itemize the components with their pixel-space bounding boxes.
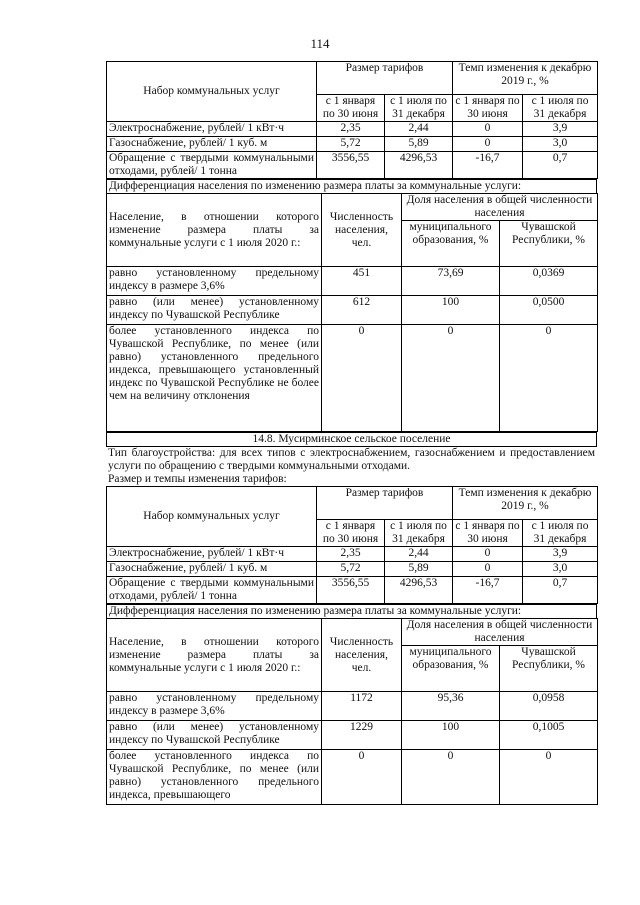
table-row xyxy=(107,692,598,721)
population-header: Население, в отношении которого изменение размера платы за коммунальные услуги с 1 июля 2020 г.: xyxy=(107,619,322,692)
tariff-value: 0 xyxy=(453,547,523,562)
tariff-value: 3,0 xyxy=(523,562,598,577)
diff-republic: 0,0500 xyxy=(500,296,598,325)
diff-count: 451 xyxy=(322,267,402,296)
col-jan2-header: с 1 января по 30 июня xyxy=(453,520,523,547)
share-header: Доля населения в общей численности населения xyxy=(402,619,598,646)
table-row xyxy=(107,267,598,296)
diff-municipal: 73,69 xyxy=(402,267,500,296)
diff-municipal: 0 xyxy=(402,325,500,432)
tariff-name: Газоснабжение, рублей/ 1 куб. м xyxy=(107,562,317,577)
diff-label: равно (или менее) установленному индексу по Чувашской Республике xyxy=(107,296,322,325)
republic-header: Чувашской Республики, % xyxy=(500,221,598,267)
tariff-value: 5,89 xyxy=(385,562,453,577)
population-header: Население, в отношении которого изменение размера платы за коммунальные услуги с 1 июля 2020 г.: xyxy=(107,194,322,267)
col-jan2-header: с 1 января по 30 июня xyxy=(453,95,523,122)
tariff-value: 2,35 xyxy=(317,547,385,562)
tariff-name: Обращение с твердыми коммунальными отходами, рублей/ 1 тонна xyxy=(107,152,317,179)
tariff-value: 0,7 xyxy=(523,577,598,604)
col-jan-header: с 1 января по 30 июня xyxy=(317,520,385,547)
change-rate-header: Темп изменения к декабрю 2019 г., % xyxy=(453,62,598,95)
tariff-value: 5,72 xyxy=(317,562,385,577)
section-title: 14.8. Мусирминское сельское поселение xyxy=(106,432,597,446)
tariff-value: 2,44 xyxy=(385,547,453,562)
diff-label: более установленного индекса по Чувашской Республике, по менее (или равно) установленного предельного индекса, превышающего установленный индекс по Чувашской Республике не более чем на величину отклонения xyxy=(107,325,322,432)
diff-title-2: Дифференциация населения по изменению размера платы за коммунальные услуги: xyxy=(106,604,597,618)
type-text: Тип благоустройства: для всех типов с электроснабжением, газоснабжением и предоставлением услуги по обращению с твердыми коммунальными отходами. xyxy=(108,447,595,472)
tariff-size-header: Размер тарифов xyxy=(317,62,453,95)
table-row xyxy=(107,296,598,325)
diff-label: равно установленному предельному индексу в размере 3,6% xyxy=(107,267,322,296)
tariff-value: 0 xyxy=(453,122,523,137)
page-content xyxy=(106,61,597,805)
diff-count: 0 xyxy=(322,750,402,805)
table-row xyxy=(107,721,598,750)
diff-republic: 0 xyxy=(500,750,598,805)
diff-municipal: 0 xyxy=(402,750,500,805)
table-row xyxy=(107,137,598,152)
tariff-value: 3,0 xyxy=(523,137,598,152)
municipal-header: муниципального образования, % xyxy=(402,646,500,692)
tariff-name: Газоснабжение, рублей/ 1 куб. м xyxy=(107,137,317,152)
count-header: Численность населения, чел. xyxy=(322,194,402,267)
municipal-header: муниципального образования, % xyxy=(402,221,500,267)
diff-republic: 0,0369 xyxy=(500,267,598,296)
table-row xyxy=(107,122,598,137)
share-header: Доля населения в общей численности населения xyxy=(402,194,598,221)
diff-municipal: 95,36 xyxy=(402,692,500,721)
table-row xyxy=(107,325,598,432)
tariff-value: -16,7 xyxy=(453,577,523,604)
diff-count: 612 xyxy=(322,296,402,325)
tariff-value: 2,44 xyxy=(385,122,453,137)
tariff-name: Электроснабжение, рублей/ 1 кВт·ч xyxy=(107,122,317,137)
col-jul2-header: с 1 июля по 31 декабря xyxy=(523,520,598,547)
tariff-table-1 xyxy=(106,61,598,179)
table-row xyxy=(107,562,598,577)
diff-label: равно установленному предельному индексу в размере 3,6% xyxy=(107,692,322,721)
page-number: 114 xyxy=(310,36,330,51)
tariff-value: 2,35 xyxy=(317,122,385,137)
tariff-size-header: Размер тарифов xyxy=(317,487,453,520)
change-rate-header: Темп изменения к декабрю 2019 г., % xyxy=(453,487,598,520)
tariff-value: 4296,53 xyxy=(385,152,453,179)
diff-table-2 xyxy=(106,618,598,805)
tariff-value: 0 xyxy=(453,137,523,152)
diff-republic: 0,1005 xyxy=(500,721,598,750)
republic-header: Чувашской Республики, % xyxy=(500,646,598,692)
tariff-value: 5,72 xyxy=(317,137,385,152)
services-header: Набор коммунальных услуг xyxy=(107,487,317,547)
tariff-value: 5,89 xyxy=(385,137,453,152)
diff-count: 1172 xyxy=(322,692,402,721)
col-jan-header: с 1 января по 30 июня xyxy=(317,95,385,122)
count-header: Численность населения, чел. xyxy=(322,619,402,692)
diff-label: более установленного индекса по Чувашской Республике, по менее (или равно) установленного предельного индекса, превышающего xyxy=(107,750,322,805)
col-jul-header: с 1 июля по 31 декабря xyxy=(385,520,453,547)
tariff-value: 3556,55 xyxy=(317,152,385,179)
diff-municipal: 100 xyxy=(402,296,500,325)
diff-title-1: Дифференциация населения по изменению размера платы за коммунальные услуги: xyxy=(106,179,597,193)
tariff-table-2 xyxy=(106,486,598,604)
tariff-value: -16,7 xyxy=(453,152,523,179)
tariff-name: Обращение с твердыми коммунальными отходами, рублей/ 1 тонна xyxy=(107,577,317,604)
col-jul2-header: с 1 июля по 31 декабря xyxy=(523,95,598,122)
tariff-value: 3556,55 xyxy=(317,577,385,604)
table-row xyxy=(107,547,598,562)
table-row xyxy=(107,750,598,805)
table-row xyxy=(107,152,598,179)
tariff-value: 3,9 xyxy=(523,547,598,562)
diff-count: 1229 xyxy=(322,721,402,750)
table-row xyxy=(107,577,598,604)
tariff-value: 4296,53 xyxy=(385,577,453,604)
tariff-value: 3,9 xyxy=(523,122,598,137)
tariff-name: Электроснабжение, рублей/ 1 кВт·ч xyxy=(107,547,317,562)
size-text: Размер и темпы изменения тарифов: xyxy=(108,473,287,485)
diff-municipal: 100 xyxy=(402,721,500,750)
diff-count: 0 xyxy=(322,325,402,432)
col-jul-header: с 1 июля по 31 декабря xyxy=(385,95,453,122)
diff-label: равно (или менее) установленному индексу по Чувашской Республике xyxy=(107,721,322,750)
diff-table-1 xyxy=(106,193,598,432)
tariff-value: 0 xyxy=(453,562,523,577)
services-header: Набор коммунальных услуг xyxy=(107,62,317,122)
tariff-value: 0,7 xyxy=(523,152,598,179)
diff-republic: 0,0958 xyxy=(500,692,598,721)
diff-republic: 0 xyxy=(500,325,598,432)
